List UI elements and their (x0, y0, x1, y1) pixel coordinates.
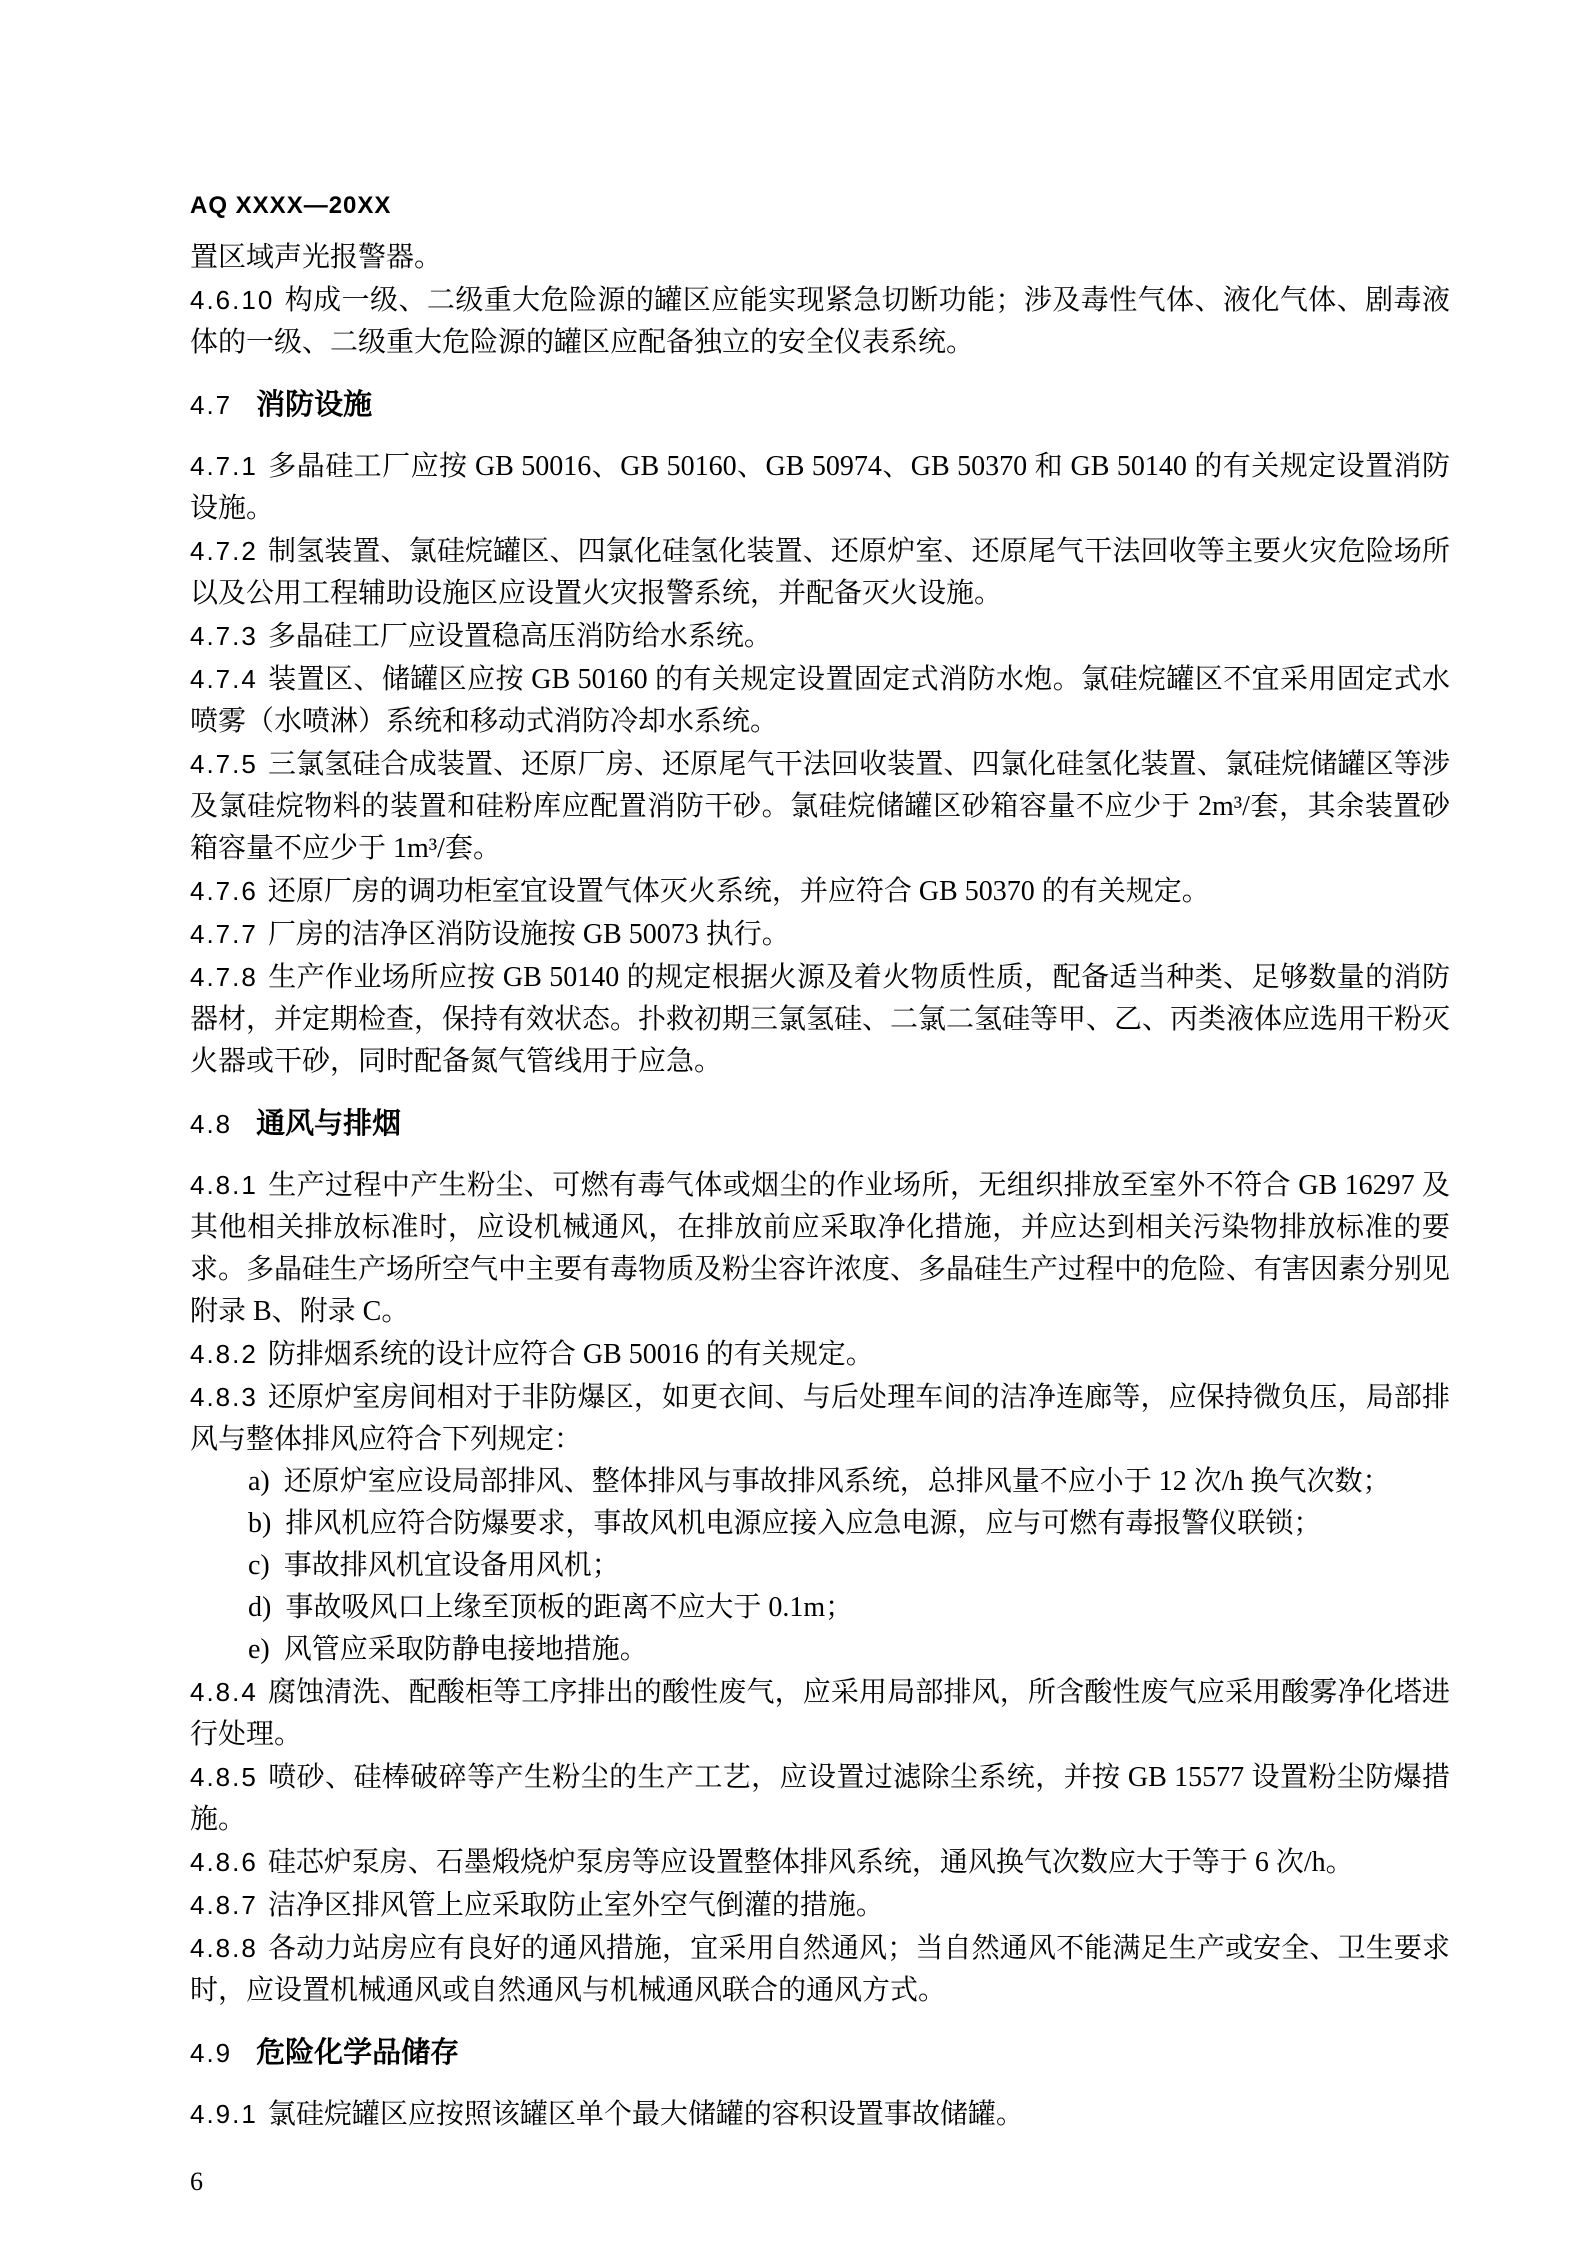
clause-4-8-5 (190, 1756, 1450, 1841)
clause-number: 4.7.7 (190, 919, 258, 949)
clause-text: 厂房的洁净区消防设施按 GB 50073 执行。 (267, 919, 790, 950)
clause-text: 生产作业场所应按 GB 50140 的规定根据火源及着火物质性质，配备适当种类、足够数量的消防器材，并定期检查，保持有效状态。扑救初期三氯氢硅、二氯二氢硅等甲、乙、丙类液体应选用干粉灭火器或干砂，同时配备氮气管线用于应急。 (190, 962, 1451, 1077)
list-item-text: 事故吸风口上缘至顶板的距离不应大于 0.1m； (285, 1592, 854, 1623)
clause-4-8-6 (190, 1841, 1450, 1884)
clause-4-7-2 (190, 530, 1450, 615)
clause-number: 4.8.5 (190, 1762, 258, 1792)
clause-text: 制氢装置、氯硅烷罐区、四氯化硅氢化装置、还原炉室、还原尾气干法回收等主要火灾危险场所以及公用工程辅助设施区应设置火灾报警系统，并配备灭火设施。 (190, 536, 1450, 609)
paragraph-text: 置区域声光报警器。 (190, 242, 443, 273)
clause-text: 还原厂房的调功柜室宜设置气体灭火系统，并应符合 GB 50370 的有关规定。 (267, 876, 1210, 907)
clause-4-9-1 (190, 2093, 1450, 2136)
clause-number: 4.7.6 (190, 876, 258, 906)
clause-4-8-4 (190, 1671, 1450, 1756)
list-item-marker: b) (248, 1508, 272, 1539)
clause-number: 4.9.1 (190, 2099, 258, 2129)
clause-text: 硅芯炉泵房、石墨煅烧炉泵房等应设置整体排风系统，通风换气次数应大于等于 6 次/h。 (267, 1847, 1354, 1878)
clause-text: 三氯氢硅合成装置、还原厂房、还原尾气干法回收装置、四氯化硅氢化装置、氯硅烷储罐区等涉及氯硅烷物料的装置和硅粉库应配置消防干砂。氯硅烷储罐区砂箱容量不应少于 2m³/套，其余装置砂箱容量不应少于 1m³/套。 (190, 749, 1450, 864)
list-item-b (190, 1503, 1450, 1545)
clause-4-7-1 (190, 445, 1450, 530)
clause-4-8-3 (190, 1376, 1450, 1461)
clause-number: 4.8.7 (190, 1890, 258, 1920)
clause-4-8-8 (190, 1927, 1450, 2012)
heading-text: 危险化学品储存 (256, 2037, 460, 2069)
clause-4-7-3 (190, 615, 1450, 658)
clause-4-7-8 (190, 956, 1450, 1083)
clause-4-7-6 (190, 870, 1450, 913)
list-item-e (190, 1629, 1450, 1671)
clause-4-6-10 (190, 279, 1450, 364)
clause-text: 防排烟系统的设计应符合 GB 50016 的有关规定。 (267, 1339, 874, 1370)
clause-text: 各动力站房应有良好的通风措施，宜采用自然通风；当自然通风不能满足生产或安全、卫生要求时，应设置机械通风或自然通风与机械通风联合的通风方式。 (190, 1933, 1450, 2006)
clause-number: 4.7.4 (190, 664, 258, 694)
clause-text: 洁净区排风管上应采取防止室外空气倒灌的措施。 (267, 1890, 884, 1921)
clause-number: 4.7.2 (190, 536, 258, 566)
clause-number: 4.7.3 (190, 621, 258, 651)
clause-number: 4.7.1 (190, 451, 258, 481)
list-item-marker: c) (248, 1550, 270, 1581)
clause-number: 4.8.8 (190, 1933, 258, 1963)
clause-text: 多晶硅工厂应设置稳高压消防给水系统。 (267, 621, 772, 652)
clause-4-8-7 (190, 1884, 1450, 1927)
heading-text: 消防设施 (256, 389, 373, 421)
list-item-d (190, 1587, 1450, 1629)
clause-text: 还原炉室房间相对于非防爆区，如更衣间、与后处理车间的洁净连廊等，应保持微负压，局部排风与整体排风应符合下列规定： (190, 1382, 1450, 1455)
list-item-a (190, 1461, 1450, 1503)
clause-4-7-5 (190, 743, 1450, 870)
list-item-text: 排风机应符合防爆要求，事故风机电源应接入应急电源，应与可燃有毒报警仪联锁； (285, 1508, 1322, 1539)
list-item-c (190, 1545, 1450, 1587)
clause-number: 4.8.1 (190, 1170, 258, 1200)
clause-4-8-2 (190, 1333, 1450, 1376)
clause-text: 喷砂、硅棒破碎等产生粉尘的生产工艺，应设置过滤除尘系统，并按 GB 15577 设置粉尘防爆措施。 (190, 1762, 1450, 1835)
clause-text: 生产过程中产生粉尘、可燃有毒气体或烟尘的作业场所，无组织排放至室外不符合 GB 16297 及其他相关排放标准时，应设机械通风，在排放前应采取净化措施，并应达到相关污染物排放标准的要求。多晶硅生产场所空气中主要有毒物质及粉尘容许浓度、多晶硅生产过程中的危险、有害因素分别见附录 B、附录 C。 (190, 1170, 1451, 1327)
clause-4-7-4 (190, 658, 1450, 743)
document-header: AQ XXXX—20XX (190, 192, 392, 219)
paragraph-continuation (190, 237, 1450, 279)
clause-text: 多晶硅工厂应按 GB 50016、GB 50160、GB 50974、GB 50370 和 GB 50140 的有关规定设置消防设施。 (190, 451, 1450, 524)
clause-text: 腐蚀清洗、配酸柜等工序排出的酸性废气，应采用局部排风，所含酸性废气应采用酸雾净化塔进行处理。 (190, 1677, 1450, 1750)
section-heading-4-9 (190, 2032, 1450, 2074)
page-number: 6 (190, 2167, 203, 2196)
list-item-text: 风管应采取防静电接地措施。 (283, 1634, 648, 1665)
clause-number: 4.8.6 (190, 1847, 258, 1877)
clause-text: 装置区、储罐区应按 GB 50160 的有关规定设置固定式消防水炮。氯硅烷罐区不宜采用固定式水喷雾（水喷淋）系统和移动式消防冷却水系统。 (190, 664, 1450, 737)
list-item-text: 事故排风机宜设备用风机； (283, 1550, 620, 1581)
heading-number: 4.8 (190, 1109, 233, 1139)
list-item-marker: d) (248, 1592, 272, 1623)
document-content (190, 237, 1450, 2136)
clause-number: 4.7.5 (190, 749, 258, 779)
list-item-text: 还原炉室应设局部排风、整体排风与事故排风系统，总排风量不应小于 12 次/h 换气次数； (283, 1466, 1391, 1497)
clause-4-8-1 (190, 1164, 1450, 1333)
heading-number: 4.7 (190, 390, 233, 420)
clause-number: 4.6.10 (190, 285, 275, 315)
heading-text: 通风与排烟 (256, 1108, 402, 1140)
list-item-marker: a) (248, 1466, 270, 1497)
clause-text: 氯硅烷罐区应按照该罐区单个最大储罐的容积设置事故储罐。 (267, 2099, 1024, 2130)
section-heading-4-8 (190, 1103, 1450, 1145)
clause-4-7-7 (190, 913, 1450, 956)
clause-text: 构成一级、二级重大危险源的罐区应能实现紧急切断功能；涉及毒性气体、液化气体、剧毒液体的一级、二级重大危险源的罐区应配备独立的安全仪表系统。 (190, 285, 1450, 358)
clause-number: 4.8.2 (190, 1339, 258, 1369)
section-heading-4-7 (190, 384, 1450, 426)
clause-number: 4.8.4 (190, 1677, 258, 1707)
clause-number: 4.8.3 (190, 1382, 258, 1412)
clause-number: 4.7.8 (190, 962, 258, 992)
heading-number: 4.9 (190, 2038, 233, 2068)
list-item-marker: e) (248, 1634, 270, 1665)
